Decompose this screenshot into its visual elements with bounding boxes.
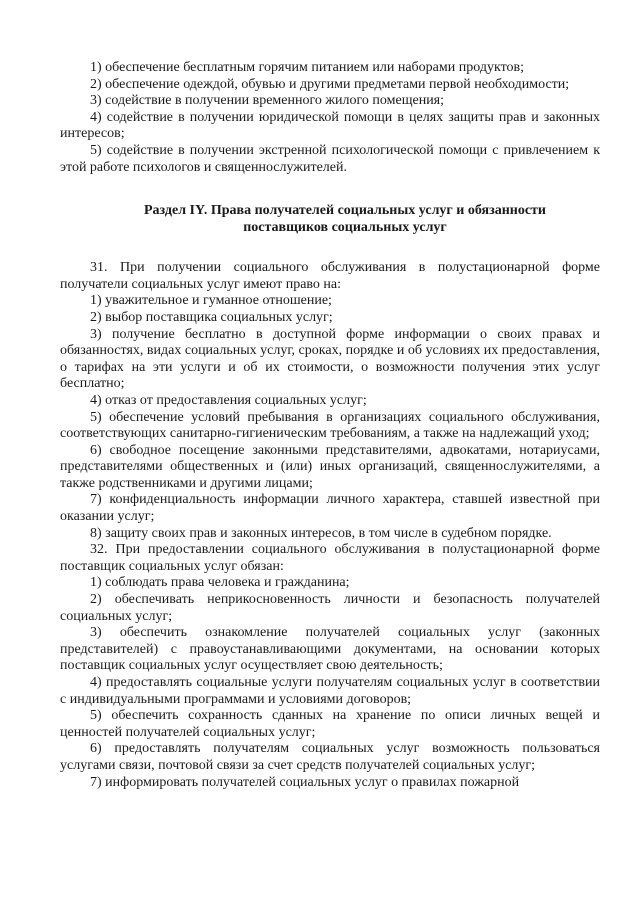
clause-31-intro: 31. При получении социального обслуживания в полустационарной форме получатели социальных услуг имеют право на:: [60, 260, 600, 292]
intro-item-3: 3) содействие в получении временного жилого помещения;: [90, 93, 445, 109]
section-heading-line-1: Раздел IY. Права получателей социальных услуг и обязанности: [143, 203, 546, 219]
intro-item-4: 4) содействие в получении юридической помощи в целях защиты прав и законных интересов;: [60, 109, 600, 142]
clause-32-item-2: 2) обеспечивать неприкосновенность личности и безопасность получателей социальных услуг;: [60, 592, 600, 624]
clause-32-intro: 32. При предоставлении социального обслуживания в полустационарной форме поставщик социальных услуг обязан:: [60, 542, 600, 574]
clause-32-item-6: 6) предоставлять получателям социальных услуг возможность пользоваться услугами связи, почтовой связи за счет средств получателей социальных услуг;: [60, 741, 600, 773]
clause-31-item-5: 5) обеспечение условий пребывания в организациях социального обслуживания, соответствующих санитарно-гигиеническим требованиям, а также на надлежащий уход;: [60, 409, 600, 442]
clause-32-item-4: 4) предоставлять социальные услуги получателям социальных услуг в соответствии с индивидуальными программами и условиями договоров;: [60, 675, 600, 707]
clause-32-item-3: 3) обеспечить ознакомление получателей социальных услуг (законных представителей) с правоустанавливающими документами, на основании которых поставщик социальных услуг осуществляет свою деятельность;: [60, 625, 600, 674]
intro-item-1: 1) обеспечение бесплатным горячим питанием или наборами продуктов;: [90, 60, 525, 75]
clause-32-item-5: 5) обеспечить сохранность сданных на хранение по описи личных вещей и ценностей получателей социальных услуг;: [60, 708, 600, 740]
clause-32-item-7: 7) информировать получателей социальных услуг о правилах пожарной: [90, 774, 520, 790]
clause-31-item-3: 3) получение бесплатно в доступной форме информации о своих правах и обязанностях, видах социальных услуг, сроках, порядке и об условиях их предоставления, о тарифах на эти услуги и об их стоимости, о возможности получения этих услуг бесплатно;: [60, 326, 600, 392]
section-heading: [60, 202, 600, 236]
clause-31-item-7: 7) конфиденциальность информации личного характера, ставшей известной при оказании услуг;: [60, 492, 600, 525]
intro-item-2: 2) обеспечение одеждой, обувью и другими предметами первой необходимости;: [90, 76, 570, 92]
clause-32-item-1: 1) соблюдать права человека и гражданина;: [90, 575, 350, 591]
clause-31-item-6: 6) свободное посещение законными представителями, адвокатами, нотариусами, представителями общественных и (или) иных организаций, священнослужителями, а также родственниками и другими лицами;: [60, 442, 600, 491]
clause-31-item-8: 8) защиту своих прав и законных интересов, в том числе в судебном порядке.: [90, 525, 552, 541]
clause-31-item-4: 4) отказ от предоставления социальных услуг;: [90, 392, 367, 408]
clause-31-item-2: 2) выбор поставщика социальных услуг;: [90, 309, 333, 325]
clause-31-item-1: 1) уважительное и гуманное отношение;: [90, 293, 332, 309]
intro-item-5: 5) содействие в получении экстренной психологической помощи с привлечением к этой работе психологов и священнослужителей.: [60, 142, 600, 175]
section-heading-line-2: поставщиков социальных услуг: [243, 220, 447, 236]
